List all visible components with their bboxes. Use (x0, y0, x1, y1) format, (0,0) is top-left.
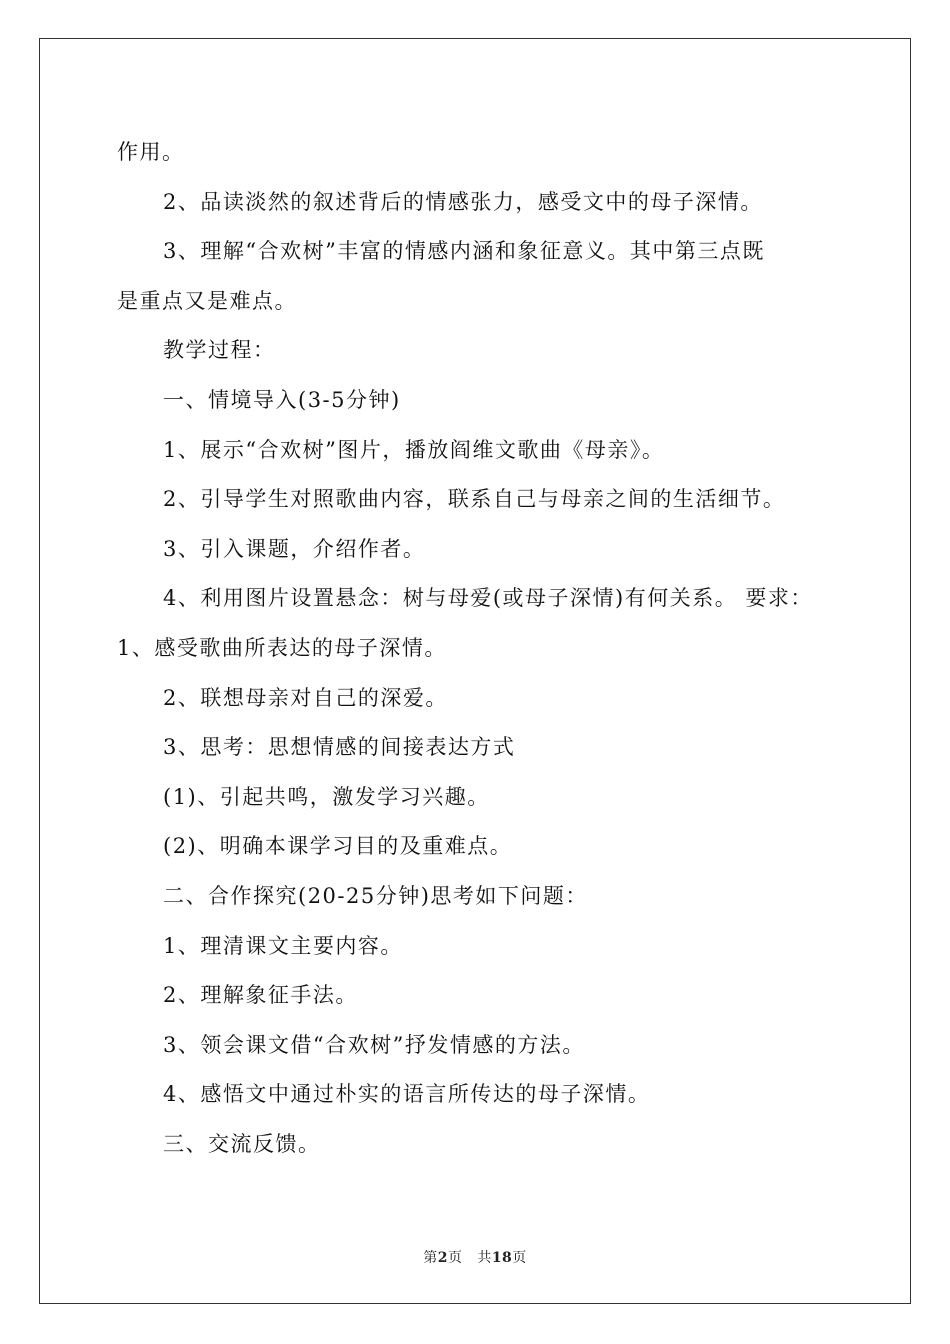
footer-page-suffix: 页 (447, 1250, 463, 1266)
document-body (117, 128, 853, 1169)
footer-page-number: 2 (437, 1250, 448, 1266)
text-line: 3、思考：思想情感的间接表达方式 (163, 735, 516, 760)
text-line: 1、理清课文主要内容。 (163, 933, 403, 958)
footer-total-pages: 18 (491, 1250, 513, 1266)
text-line: (1)、引起共鸣，激发学习兴趣。 (163, 784, 490, 809)
text-line: 教学过程： (163, 338, 276, 363)
footer-total-prefix: 共 (477, 1250, 492, 1266)
text-line: 2、理解象征手法。 (163, 983, 358, 1008)
text-line: 1、展示“合欢树”图片，播放阎维文歌曲《母亲》。 (163, 437, 665, 462)
text-line: 一、情境导入(3-5分钟) (163, 387, 401, 412)
text-line: 作用。 (117, 140, 185, 164)
text-line: 是重点又是难点。 (117, 288, 297, 313)
text-line: 2、联想母亲对自己的深爱。 (163, 685, 448, 710)
text-line: 2、品读淡然的叙述背后的情感张力，感受文中的母子深情。 (163, 189, 763, 214)
text-line: (2)、明确本课学习目的及重难点。 (163, 834, 513, 859)
footer-total-suffix: 页 (512, 1250, 527, 1266)
text-line: 3、领会课文借“合欢树”抒发情感的方法。 (163, 1032, 585, 1057)
text-line: 3、引入课题，介绍作者。 (163, 536, 426, 561)
text-line: 二、合作探究(20-25分钟)思考如下问题： (163, 883, 588, 908)
text-line: 三、交流反馈。 (163, 1131, 321, 1156)
text-line: 2、引导学生对照歌曲内容，联系自己与母亲之间的生活细节。 (163, 487, 786, 512)
text-line: 4、利用图片设置悬念：树与母爱(或母子深情)有何关系。 要求： (163, 586, 813, 611)
text-line: 4、感悟文中通过朴实的语言所传达的母子深情。 (163, 1082, 651, 1107)
text-line: 3、理解“合欢树”丰富的情感内涵和象征意义。其中第三点既 (163, 239, 765, 264)
text-line: 1、感受歌曲所表达的母子深情。 (117, 635, 447, 660)
footer-prefix: 第 (423, 1250, 438, 1266)
page-footer (0, 1247, 950, 1267)
